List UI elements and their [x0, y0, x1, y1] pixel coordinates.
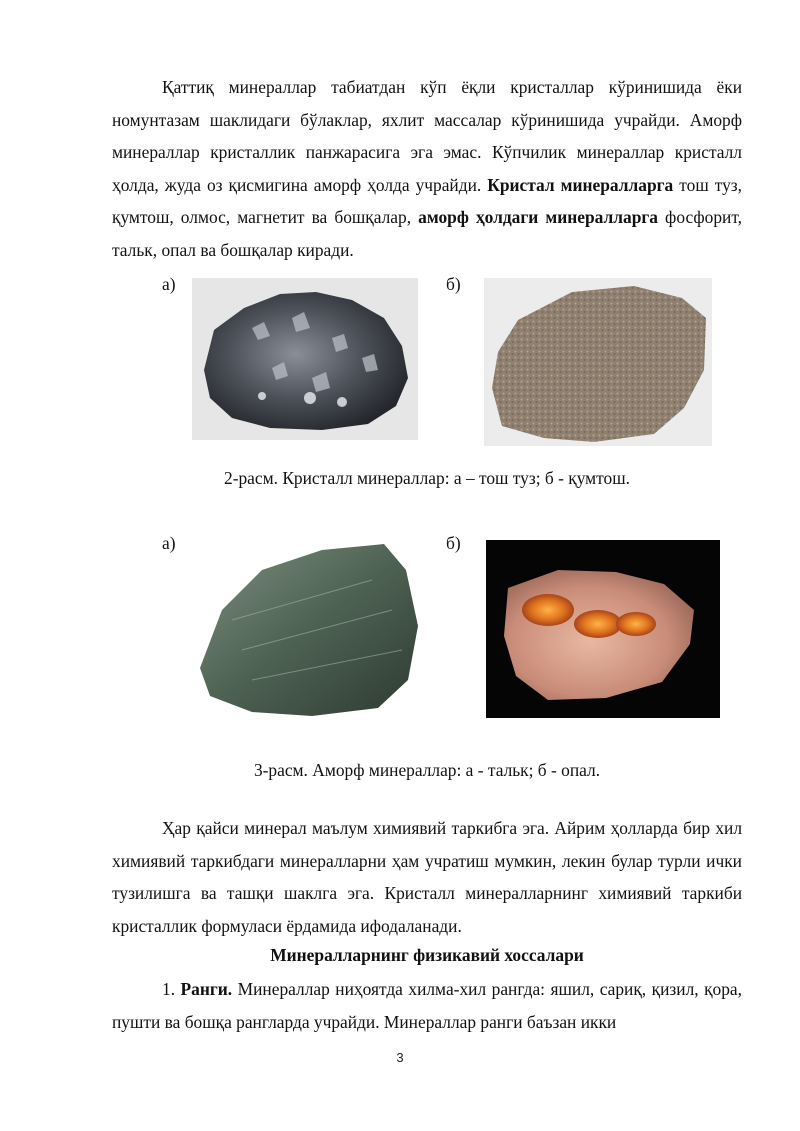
figure2-label-b: б)	[446, 274, 461, 294]
composition-paragraph: Ҳар қайси минерал маълум химиявий таркибга эга. Айрим ҳолларда бир хил химиявий таркибдаги минералларни ҳам учратиш мумкин, лекин булар турли ички тузилишга ва ташқи шаклга эга. Кристалл минералларнинг химиявий таркиби кристаллик формуласи ёрдамида ифодаланади.	[112, 818, 742, 936]
opal-photo	[486, 540, 720, 718]
page-number: 3	[396, 1050, 404, 1065]
sandstone-photo	[484, 278, 712, 446]
figure2-label-a: а)	[162, 274, 176, 294]
intro-text-2: тош туз, қумтош, олмос, магнетит ва бошқалар,	[112, 174, 742, 228]
figure3-caption: 3-расм. Аморф минераллар: а - тальк; б - опал.	[253, 760, 601, 780]
color-paragraph	[112, 973, 742, 1038]
figure3-label-b: б)	[446, 533, 461, 553]
figure2-caption: 2-расм. Кристалл минераллар: а – тош туз; б - қумтош.	[224, 468, 630, 488]
intro-paragraph	[112, 71, 742, 267]
intro-bold-amorphous: аморф ҳолдаги минералларга	[418, 207, 658, 228]
intro-bold-crystal: Кристал минералларга	[487, 174, 674, 195]
item-title: Ранги.	[180, 979, 233, 999]
intro-text-1: Қаттиқ минераллар табиатдан кўп ёқли кристаллар кўринишида ёки номунтазам шаклидаги бўлаклар, яхлит массалар кўринишида учрайди. Аморф минераллар кристаллик панжарасига эга эмас. Кўпчилик минераллар кристалл ҳолда, жуда оз қисмигина аморф ҳолда учрайди.	[112, 77, 742, 195]
intro-text-3: фосфорит, тальк, опал ва бошқалар киради.	[112, 207, 742, 260]
figure3-label-a: а)	[162, 533, 176, 553]
rock-salt-photo	[192, 278, 418, 440]
item-number: 1.	[162, 979, 176, 999]
talc-photo	[192, 540, 426, 720]
item-text: Минераллар ниҳоятда хилма-хил рангда: яшил, сариқ, қизил, қора, пушти ва бошқа рангларда учрайди. Минераллар ранги баъзан икки	[112, 979, 742, 1032]
section-heading: Минералларнинг физикавий хоссалари	[270, 945, 584, 965]
